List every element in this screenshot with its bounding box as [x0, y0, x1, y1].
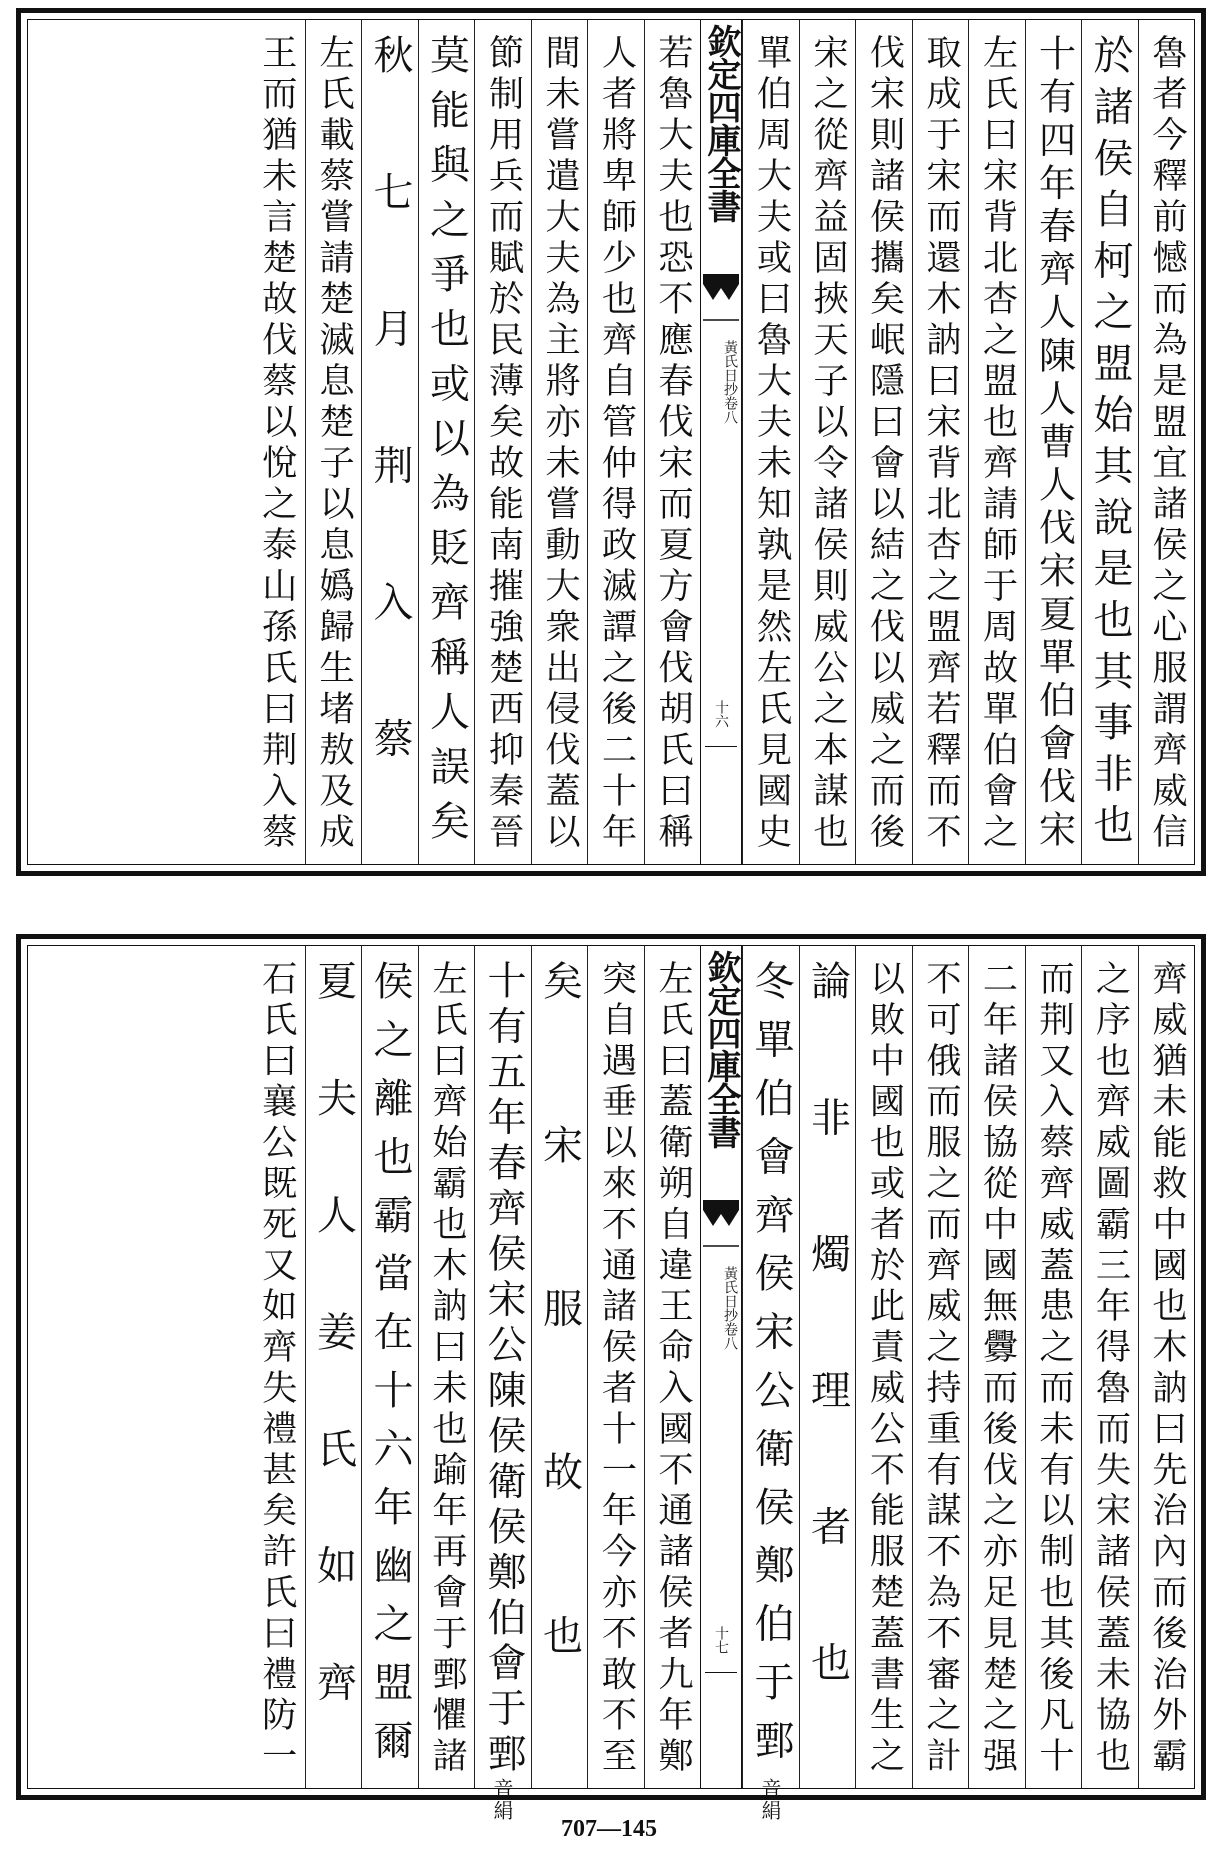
gutter-volume: 卷八: [722, 1322, 738, 1350]
column-text: 左氏曰宋背北杏之盟也齊請師于周故單伯會之: [977, 34, 1018, 854]
column-text: 論非燭理者也: [804, 960, 851, 1778]
text-column: [742, 20, 799, 864]
fish-tail-ornament: [703, 1200, 739, 1248]
column-text: 夏夫人姜氏如齊: [310, 960, 357, 1779]
text-column: [248, 946, 305, 1788]
page-bottom: [16, 934, 1206, 1822]
text-column: [1025, 946, 1082, 1788]
column-text: 宋之從齊益固挾天子以令諸侯則威公之本謀也: [807, 34, 849, 854]
text-column: [474, 20, 531, 864]
column-text: 矣宋服故也: [536, 960, 583, 1778]
text-column: [1138, 20, 1195, 864]
text-column: [1081, 20, 1138, 864]
column-text: 魯者今釋前憾而為是盟宜諸侯之心服謂齊威信: [1146, 34, 1188, 854]
text-column: [361, 946, 418, 1788]
text-column: [248, 20, 305, 864]
column-text: 齊威猶未能救中國也木訥曰先治內而後治外霸: [1146, 960, 1188, 1778]
column-text: 節制用兵而賦於民薄矣故能南摧強楚西抑秦晉: [483, 34, 524, 854]
column-text: 十有四年春齊人陳人曹人伐宋夏單伯會伐宋: [1032, 34, 1076, 853]
gutter-volume: 卷八: [722, 396, 738, 424]
text-column: [587, 20, 644, 864]
text-column: [587, 946, 644, 1788]
column-text: 於諸侯自柯之盟始其說是也其事非也: [1087, 34, 1133, 855]
column-text: 二年諸侯協從中國無釁而後伐之亦足見楚之强: [977, 960, 1018, 1778]
text-column: [305, 946, 362, 1788]
gutter-page-number: 十六: [713, 700, 729, 728]
text-column: [912, 20, 969, 864]
column-text: 不可俄而服之而齊威之持重有謀不為不審之計: [920, 960, 962, 1778]
text-column: [742, 946, 799, 1822]
column-text: 秋七月荆入蔡: [367, 34, 413, 855]
gutter-book-name: 黃氏日抄: [722, 340, 738, 396]
text-column: [474, 946, 531, 1822]
text-column: [1025, 20, 1082, 864]
column-text: 伐宋則諸侯攜矣岷隱曰會以結之伐以威之而後: [864, 34, 905, 854]
column-text: 莫能與之爭也或以為貶齊稱人誤矣: [423, 34, 470, 855]
text-column: [1081, 946, 1138, 1788]
gutter-title: 欽定四庫全書: [701, 24, 741, 222]
gutter-title: 欽定四庫全書: [701, 950, 741, 1148]
gutter-page-number: 十七: [713, 1626, 729, 1654]
text-column: [418, 946, 475, 1788]
column-text: 若魯大夫也恐不應春伐宋而夏方會伐胡氏曰稱: [652, 34, 694, 854]
column-text: 石氏曰襄公既死又如齊失禮甚矣許氏曰禮防一: [256, 960, 298, 1778]
gutter-rule: [705, 1672, 737, 1673]
column-text: 以敗中國也或者於此責威公不能服楚蓋書生之: [864, 960, 905, 1778]
text-column: [855, 946, 912, 1788]
gutter-rule: [705, 746, 737, 747]
column-text: 單伯周大夫或曰魯大夫未知孰是然左氏見國史: [751, 34, 792, 854]
column-text: 間未嘗遣大夫為主將亦未嘗動大衆出侵伐蓋以: [539, 34, 581, 854]
column-text: 而荆又入蔡齊威蓋患之而未有以制也其後凡十: [1033, 960, 1075, 1778]
text-column: [855, 20, 912, 864]
column-text: 人者將卑師少也齊自管仲得政滅譚之後二十年: [596, 34, 637, 854]
column-text: 突自遇垂以來不通諸侯者十一年今亦不敢不至: [596, 960, 637, 1778]
text-column: [799, 20, 856, 864]
column-text: 左氏曰蓋衛朔自違王命入國不通諸侯者九年鄭: [652, 960, 694, 1778]
center-gutter: [700, 20, 742, 864]
text-column: [912, 946, 969, 1788]
page-number-footer: 707—145: [561, 1816, 657, 1842]
text-column: [1138, 946, 1195, 1788]
column-text: 侯之離也霸當在十六年幽之盟爾: [367, 960, 413, 1778]
phonetic-note: 音絹: [758, 1778, 782, 1822]
page-top-frame: [27, 19, 1195, 865]
text-column: [418, 20, 475, 864]
text-column: [531, 946, 588, 1788]
page-bottom-frame: [27, 945, 1195, 1822]
text-column: [361, 20, 418, 864]
text-column: [305, 20, 362, 864]
gutter-book-title: [704, 1266, 738, 1350]
text-column: [799, 946, 856, 1788]
phonetic-note: 音絹: [490, 1778, 514, 1822]
text-column: [644, 20, 701, 864]
text-column: [968, 20, 1025, 864]
column-text: 十有五年春齊侯宋公陳侯衛侯鄭伯會于鄄: [481, 960, 526, 1779]
gutter-book-name: 黃氏日抄: [722, 1266, 738, 1322]
text-column: [968, 946, 1025, 1788]
gutter-book-title: [704, 340, 738, 424]
page-top: [16, 8, 1206, 876]
center-gutter: [700, 946, 742, 1788]
text-column: [644, 946, 701, 1788]
column-text: 王而猶未言楚故伐蔡以悅之泰山孫氏曰荆入蔡: [256, 34, 298, 854]
text-column: [531, 20, 588, 864]
fish-tail-ornament: [703, 274, 739, 322]
column-text: 左氏曰齊始霸也木訥曰未也踰年再會于鄄懼諸: [426, 960, 468, 1778]
column-text: 之序也齊威圖霸三年得魯而失宋諸侯蓋未協也: [1090, 960, 1131, 1778]
column-text: 冬單伯會齊侯宋公衛侯鄭伯于鄄: [748, 960, 794, 1778]
column-text: 取成于宋而還木訥曰宋背北杏之盟齊若釋而不: [920, 34, 962, 854]
column-text: 左氏載蔡嘗請楚滅息楚子以息嬀歸生堵敖及成: [313, 34, 355, 854]
